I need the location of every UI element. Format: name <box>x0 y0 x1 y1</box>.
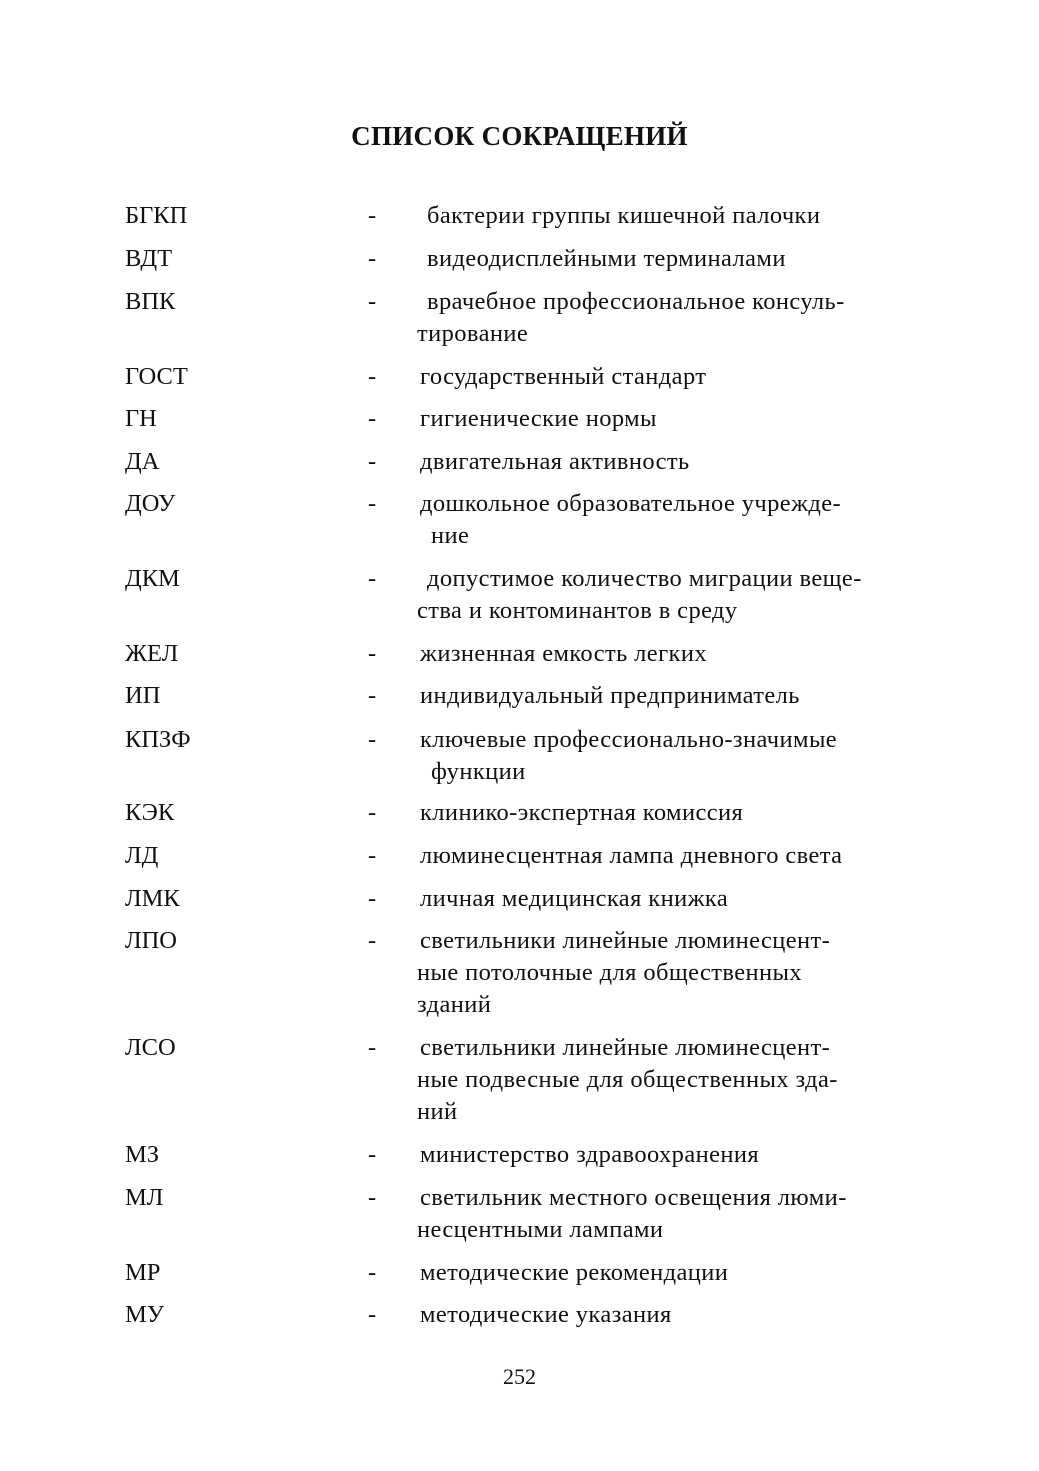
definition-line: тирование <box>417 320 529 347</box>
definition-line: клинико-экспертная комиссия <box>420 799 744 826</box>
abbreviation-term: МЗ <box>125 1141 160 1168</box>
abbreviation-term: ГН <box>125 405 157 432</box>
abbreviation-term: БГКП <box>125 202 188 229</box>
definition-line: ные подвесные для общественных зда- <box>417 1066 838 1093</box>
separator-dash: - <box>368 1259 377 1286</box>
abbreviation-term: ДКМ <box>125 565 180 592</box>
separator-dash: - <box>368 842 377 869</box>
separator-dash: - <box>368 288 377 315</box>
abbreviation-term: ЛД <box>125 842 159 869</box>
abbreviation-term: ЛСО <box>125 1034 176 1061</box>
definition-line: светильник местного освещения люми- <box>420 1184 847 1211</box>
separator-dash: - <box>368 1301 377 1328</box>
abbreviation-term: ЛПО <box>125 927 178 954</box>
abbreviation-term: ДА <box>125 448 160 475</box>
definition-line: несцентными лампами <box>417 1216 664 1243</box>
definition-line: жизненная емкость легких <box>420 640 707 667</box>
separator-dash: - <box>368 565 377 592</box>
definition-line: ние <box>431 522 470 549</box>
separator-dash: - <box>368 1184 377 1211</box>
definition-line: государственный стандарт <box>420 363 707 390</box>
separator-dash: - <box>368 927 377 954</box>
separator-dash: - <box>368 640 377 667</box>
definition-line: методические указания <box>420 1301 672 1328</box>
separator-dash: - <box>368 448 377 475</box>
separator-dash: - <box>368 245 377 272</box>
definition-line: зданий <box>417 991 492 1018</box>
abbreviation-term: КЭК <box>125 799 175 826</box>
separator-dash: - <box>368 885 377 912</box>
abbreviation-term: ДОУ <box>125 490 176 517</box>
definition-line: бактерии группы кишечной палочки <box>427 202 821 229</box>
abbreviation-term: МР <box>125 1259 161 1286</box>
definition-line: министерство здравоохранения <box>420 1141 760 1168</box>
definition-line: индивидуальный предприниматель <box>420 682 800 709</box>
page-number: 252 <box>503 1364 536 1389</box>
definition-line: двигательная активность <box>420 448 690 475</box>
separator-dash: - <box>368 202 377 229</box>
abbreviation-term: ВДТ <box>125 245 173 272</box>
abbreviation-term: ЛМК <box>125 885 180 912</box>
definition-line: допустимое количество миграции веще- <box>427 565 862 592</box>
abbreviation-term: ЖЕЛ <box>125 640 179 667</box>
definition-line: люминесцентная лампа дневного света <box>420 842 843 869</box>
definition-line: ства и контоминантов в среду <box>417 597 738 624</box>
abbreviation-term: МЛ <box>125 1184 164 1211</box>
definition-line: светильники линейные люминесцент- <box>420 1034 831 1061</box>
definition-line: светильники линейные люминесцент- <box>420 927 831 954</box>
separator-dash: - <box>368 1034 377 1061</box>
separator-dash: - <box>368 490 377 517</box>
separator-dash: - <box>368 726 377 753</box>
definition-line: методические рекомендации <box>420 1259 729 1286</box>
page-title: СПИСОК СОКРАЩЕНИЙ <box>351 121 688 151</box>
definition-line: врачебное профессиональное консуль- <box>427 288 845 315</box>
abbreviation-term: ГОСТ <box>125 363 188 390</box>
abbreviation-term: ИП <box>125 682 161 709</box>
abbreviation-term: КПЗФ <box>125 726 191 753</box>
separator-dash: - <box>368 682 377 709</box>
separator-dash: - <box>368 799 377 826</box>
definition-line: ные потолочные для общественных <box>417 959 803 986</box>
abbreviation-term: ВПК <box>125 288 176 315</box>
definition-line: ключевые профессионально-значимые <box>420 726 838 753</box>
abbreviation-term: МУ <box>125 1301 165 1328</box>
separator-dash: - <box>368 1141 377 1168</box>
definition-line: ний <box>417 1098 458 1125</box>
definition-line: гигиенические нормы <box>420 405 657 432</box>
definition-line: дошкольное образовательное учрежде- <box>420 490 842 517</box>
definition-line: личная медицинская книжка <box>420 885 729 912</box>
definition-line: функции <box>431 758 526 785</box>
separator-dash: - <box>368 405 377 432</box>
definition-line: видеодисплейными терминалами <box>427 245 786 272</box>
separator-dash: - <box>368 363 377 390</box>
